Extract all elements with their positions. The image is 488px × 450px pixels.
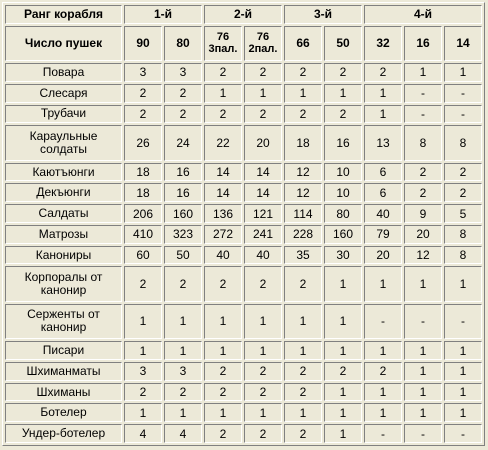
table-cell: - [404,105,442,124]
table-cell: - [404,84,442,103]
table-cell: 1 [364,403,402,422]
table-cell: 24 [164,125,202,160]
table-cell: 9 [404,204,442,223]
table-cell: 2 [204,362,242,381]
table-cell: 2 [324,362,362,381]
table-cell: 1 [204,341,242,360]
table-cell: 1 [444,403,482,422]
guns-76-2pal: 76 2пал. [244,26,282,61]
table-cell: 40 [204,246,242,265]
row-label: Каютъюнги [5,163,122,182]
table-cell: 3 [164,362,202,381]
table-cell: 2 [284,424,322,443]
table-row [5,105,482,124]
guns-16: 16 [404,26,442,61]
table-cell: 2 [124,105,162,124]
table-cell: 16 [164,163,202,182]
table-cell: 1 [124,341,162,360]
table-cell: 35 [284,246,322,265]
table-cell: 3 [164,63,202,82]
table-cell: 18 [284,125,322,160]
table-cell: 272 [204,225,242,244]
table-cell: 1 [324,341,362,360]
table-cell: 2 [124,84,162,103]
crew-table-body [5,5,482,443]
table-cell: 2 [244,266,282,301]
table-cell: 228 [284,225,322,244]
table-cell: 3 [124,63,162,82]
table-cell: 1 [324,403,362,422]
table-cell: 1 [324,383,362,402]
row-label: Повара [5,63,122,82]
row-label: Шхиманы [5,383,122,402]
table-cell: - [444,304,482,339]
table-cell: 1 [244,341,282,360]
table-cell: 1 [324,424,362,443]
table-cell: 1 [444,362,482,381]
table-cell: 1 [284,304,322,339]
table-cell: 2 [244,362,282,381]
crew-table-frame [2,2,485,446]
table-cell: 136 [204,204,242,223]
table-row [5,84,482,103]
table-cell: 2 [284,266,322,301]
table-cell: 1 [324,84,362,103]
table-cell: 1 [444,341,482,360]
table-cell: 2 [164,383,202,402]
table-cell: 30 [324,246,362,265]
table-cell: 1 [364,383,402,402]
guns-label: Число пушек [5,26,122,61]
table-cell: 2 [244,424,282,443]
table-cell: 6 [364,183,402,202]
rank-4: 4-й [364,5,482,24]
row-label: Салдаты [5,204,122,223]
table-row [5,403,482,422]
row-label: Матрозы [5,225,122,244]
table-row [5,362,482,381]
table-cell: 1 [324,304,362,339]
table-cell: 16 [324,125,362,160]
row-label: Корпоралы от канонир [5,266,122,301]
table-cell: 4 [124,424,162,443]
table-cell: 2 [444,183,482,202]
table-cell: 1 [404,403,442,422]
table-cell: 12 [284,183,322,202]
table-cell: 14 [244,183,282,202]
table-cell: - [404,304,442,339]
table-cell: 2 [444,163,482,182]
table-cell: 2 [204,105,242,124]
guns-80: 80 [164,26,202,61]
table-cell: 2 [164,266,202,301]
table-row [5,246,482,265]
guns-32: 32 [364,26,402,61]
table-row [5,183,482,202]
table-cell: 2 [164,105,202,124]
row-label: Караульные солдаты [5,125,122,160]
table-cell: 2 [364,63,402,82]
table-cell: 22 [204,125,242,160]
table-cell: 50 [164,246,202,265]
table-cell: 1 [124,304,162,339]
table-cell: - [444,84,482,103]
row-label: Ундер-ботелер [5,424,122,443]
table-cell: 2 [364,362,402,381]
table-cell: 1 [404,362,442,381]
table-cell: 160 [164,204,202,223]
table-cell: 1 [404,383,442,402]
table-row [5,125,482,160]
table-cell: 121 [244,204,282,223]
row-label: Серженты от канонир [5,304,122,339]
crew-table [3,3,484,445]
table-cell: 13 [364,125,402,160]
table-cell: 8 [444,225,482,244]
table-cell: 2 [204,266,242,301]
table-cell: 1 [164,341,202,360]
table-cell: 8 [444,246,482,265]
table-cell: 26 [124,125,162,160]
table-row [5,225,482,244]
guns-50: 50 [324,26,362,61]
table-cell: 4 [164,424,202,443]
table-cell: 1 [444,266,482,301]
rank-label: Ранг корабля [5,5,122,24]
row-label: Трубачи [5,105,122,124]
guns-14: 14 [444,26,482,61]
table-cell: 14 [204,183,242,202]
table-cell: 410 [124,225,162,244]
table-cell: 1 [404,266,442,301]
table-row [5,383,482,402]
table-cell: 114 [284,204,322,223]
table-cell: 2 [324,63,362,82]
table-cell: 1 [364,341,402,360]
table-cell: 20 [404,225,442,244]
table-cell: 1 [444,63,482,82]
table-cell: 20 [244,125,282,160]
table-cell: 2 [404,183,442,202]
table-cell: 3 [124,362,162,381]
table-cell: 1 [244,403,282,422]
table-cell: 2 [204,383,242,402]
table-cell: 10 [324,163,362,182]
table-cell: 8 [444,125,482,160]
table-cell: 1 [324,266,362,301]
rank-3: 3-й [284,5,362,24]
table-cell: 1 [204,84,242,103]
guns-66: 66 [284,26,322,61]
row-label: Слесаря [5,84,122,103]
table-cell: 5 [444,204,482,223]
row-label: Декъюнги [5,183,122,202]
table-cell: 16 [164,183,202,202]
table-cell: 2 [124,266,162,301]
table-cell: 160 [324,225,362,244]
table-cell: 1 [284,84,322,103]
table-cell: 18 [124,163,162,182]
table-cell: 1 [364,105,402,124]
table-cell: 2 [324,105,362,124]
row-label: Шхиманматы [5,362,122,381]
table-cell: 14 [244,163,282,182]
table-cell: 1 [444,383,482,402]
table-cell: 1 [204,304,242,339]
table-row [5,304,482,339]
table-cell: 2 [204,63,242,82]
table-cell: 1 [164,403,202,422]
table-cell: 10 [324,183,362,202]
table-cell: 6 [364,163,402,182]
table-cell: 60 [124,246,162,265]
table-cell: 80 [324,204,362,223]
rank-1: 1-й [124,5,202,24]
table-cell: 2 [204,424,242,443]
table-row [5,266,482,301]
table-cell: 40 [244,246,282,265]
table-cell: 2 [244,105,282,124]
table-cell: - [404,424,442,443]
table-cell: 2 [284,362,322,381]
table-cell: 18 [124,183,162,202]
guns-header-row [5,26,482,61]
table-cell: - [444,424,482,443]
rank-header-row [5,5,482,24]
table-row [5,204,482,223]
table-cell: 14 [204,163,242,182]
table-cell: 1 [164,304,202,339]
table-row [5,341,482,360]
table-cell: 8 [404,125,442,160]
table-cell: 1 [364,266,402,301]
table-cell: 241 [244,225,282,244]
table-cell: 1 [244,84,282,103]
table-cell: 2 [124,383,162,402]
table-cell: 1 [404,341,442,360]
table-cell: - [364,304,402,339]
table-cell: 2 [244,63,282,82]
table-cell: 2 [284,383,322,402]
rank-2: 2-й [204,5,282,24]
guns-76-3pal: 76 3пал. [204,26,242,61]
table-cell: 1 [204,403,242,422]
table-cell: 1 [284,341,322,360]
table-cell: 1 [284,403,322,422]
table-row [5,424,482,443]
table-cell: 2 [404,163,442,182]
table-cell: 323 [164,225,202,244]
table-row [5,163,482,182]
table-cell: 2 [284,63,322,82]
table-cell: - [444,105,482,124]
table-cell: 206 [124,204,162,223]
guns-90: 90 [124,26,162,61]
table-cell: 1 [244,304,282,339]
row-label: Ботелер [5,403,122,422]
table-cell: 2 [244,383,282,402]
table-cell: 12 [404,246,442,265]
table-cell: 1 [404,63,442,82]
table-cell: 1 [124,403,162,422]
table-cell: 2 [284,105,322,124]
table-cell: 20 [364,246,402,265]
row-label: Канониры [5,246,122,265]
table-cell: 40 [364,204,402,223]
table-cell: 2 [164,84,202,103]
table-cell: 79 [364,225,402,244]
table-cell: - [364,424,402,443]
table-cell: 12 [284,163,322,182]
table-cell: 1 [364,84,402,103]
row-label: Писари [5,341,122,360]
table-row [5,63,482,82]
